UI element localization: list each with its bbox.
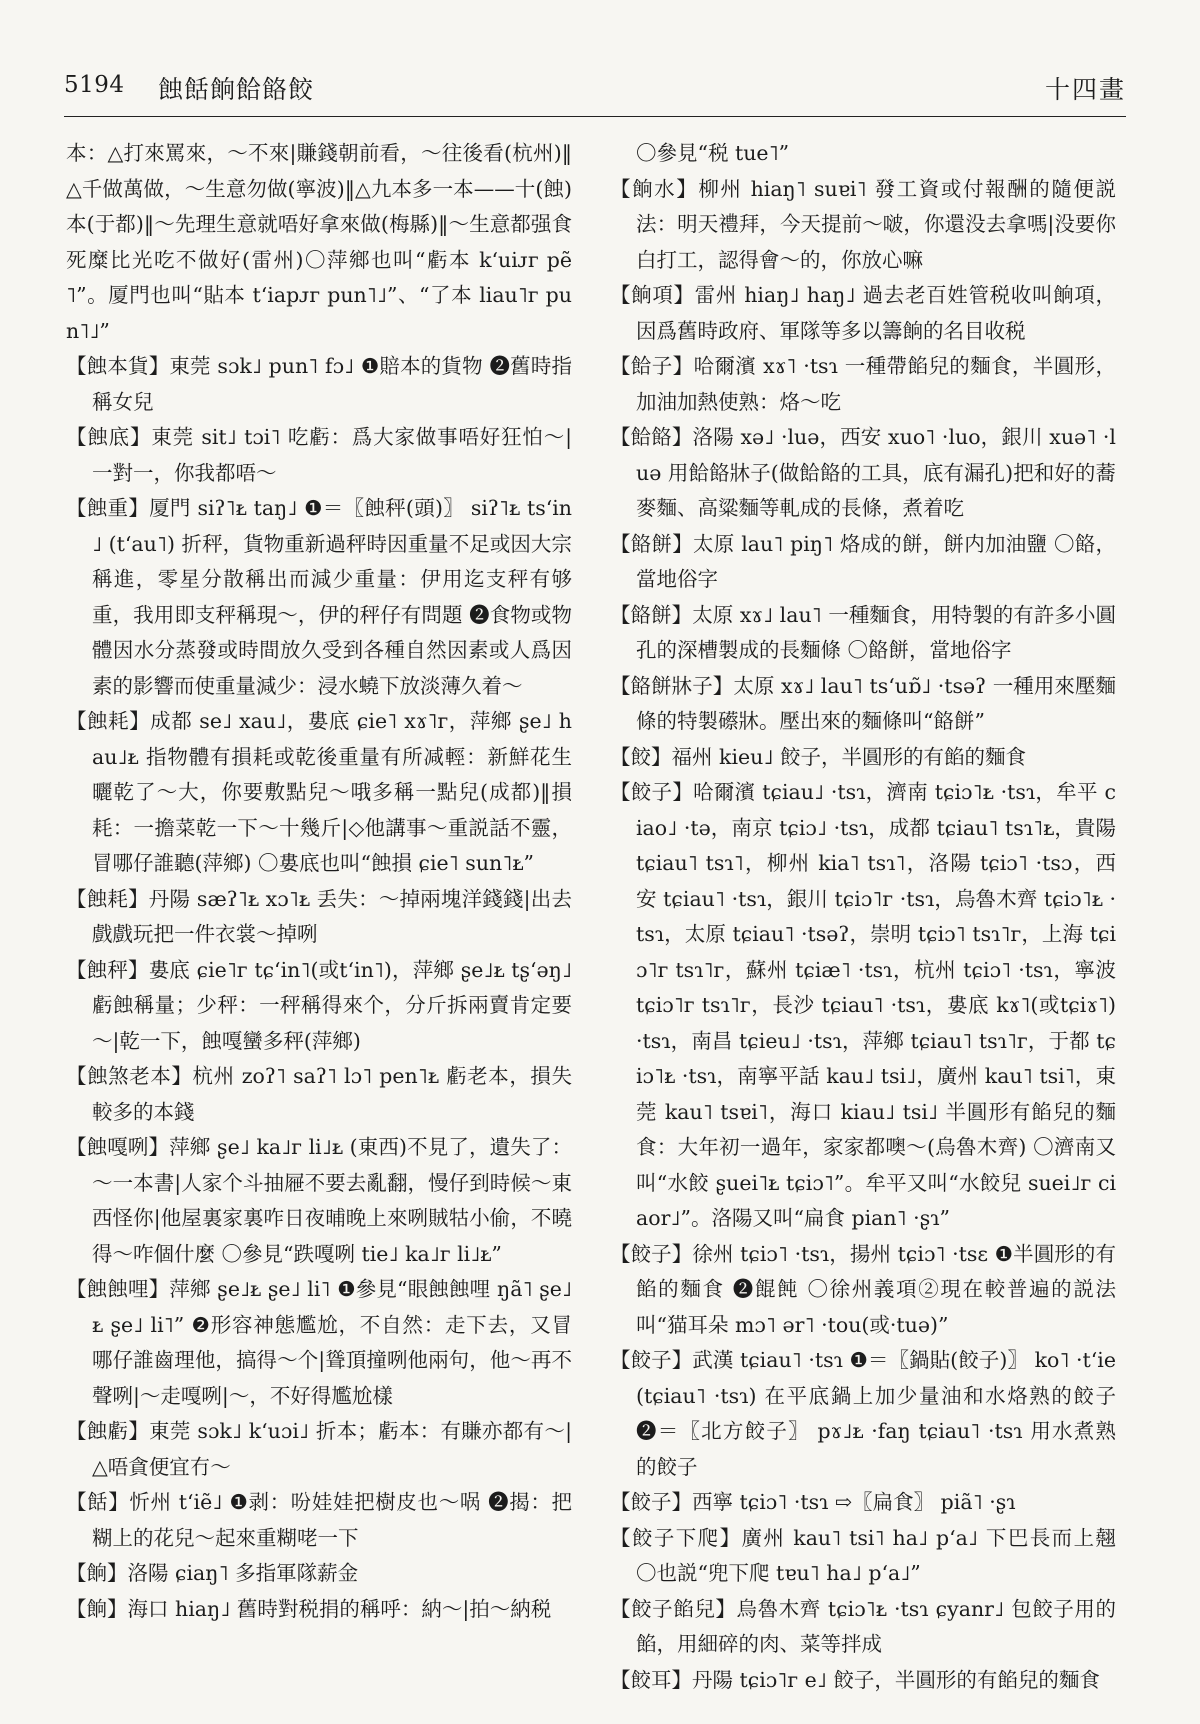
entry: 【餃子餡兒】烏魯木齊 tɕiɔ˥ᴌ ·tsɿ ɕyanr˩ 包餃子用的餡，用細碎的肉、菜等拌成 [610, 1596, 1116, 1656]
right-column [610, 136, 1116, 1698]
entry: 【餃子】西寧 tɕiɔ˥ ·tsɿ ⇨〖扁食〗 piã˥ ·ʂɿ [610, 1490, 1016, 1514]
entry: 【蝕煞老本】杭州 zoʔ˥ saʔ˥ lɔ˥ pen˥ᴌ 虧老本，損失較多的本錢 [66, 1064, 572, 1124]
entry: 【餄子】哈爾濱 xɤ˥ ·tsɿ 一種帶餡兒的麵食，半圓形，加油加熱使熟：烙～吃 [610, 354, 1116, 414]
entry: 【蝕蝕哩】萍鄉 ʂe˩ᴌ ʂe˩ li˥ ❶參見“眼蝕蝕哩 ŋã˥ ʂe˩ᴌ ʂe˩ li˥” ❷形容神態尷尬，不自然：走下去，又冒哪仔誰齒理他，搞得～个|聳頂撞咧他兩句，他～再不聲咧|～走嘎咧|～，不好得尷尬樣 [66, 1277, 572, 1408]
entry: 【餄餎】洛陽 xə˩ ·luə，西安 xuo˥ ·luo，銀川 xuə˥ ·luə 用餄餎牀子(做餄餎的工具，底有漏孔)把和好的蕎麥麵、高粱麵等軋成的長條，煮着吃 [610, 425, 1116, 520]
entry: 【餃】福州 kieu˩ 餃子，半圓形的有餡的麵食 [610, 744, 1026, 769]
entry: 【蝕底】東莞 sit˩ tɔi˥ 吃虧：爲大家做事唔好狂怕～|一對一，你我都唔～ [66, 425, 572, 485]
entry: 【餎餅】太原 xɤ˩ lau˥ 一種麵食，用特製的有許多小圓孔的深槽製成的長麵條 〇餎餅，當地俗字 [610, 602, 1116, 662]
entry: 【餃耳】丹陽 tɕiɔ˥ᴦ e˩ 餃子，半圓形的有餡兒的麵食 [610, 1667, 1100, 1692]
entry: 【餎餅牀子】太原 xɤ˩ lau˥ tsʻuɒ̃˩ ·tsəʔ 一種用來壓麵條的特製礤牀。壓出來的麵條叫“餎餅” [610, 673, 1116, 733]
entry: 【餉項】雷州 hiaŋ˩ haŋ˩ 過去老百姓管税收叫餉項，因爲舊時政府、軍隊等多以籌餉的名目收税 [610, 283, 1116, 343]
entry: 【蝕嘎咧】萍鄉 ʂe˩ ka˩ᴦ li˩ᴌ (東西)不見了，遺失了：～一本書|人家个斗抽屜不要去亂翻，慢仔到時候～東西怪你|他屋裏家裏咋日夜晡晚上來咧賊牯小偷，不曉得～咋個什麼 〇參見“跌嘎咧 tie˩ ka˩ᴦ li˩ᴌ” [66, 1135, 572, 1266]
entry: 【餃子】武漢 tɕiau˥ ·tsɿ ❶＝〖鍋貼(餃子)〗 ko˥ ·tʻie (tɕiau˥ ·tsɿ) 在平底鍋上加少量油和水烙熟的餃子 ❷＝〖北方餃子〗 pɤ˩ᴌ ·faŋ tɕiau˥ ·tsɿ 用水煮熟的餃子 [610, 1348, 1116, 1479]
entry: 【蝕虧】東莞 sɔk˩ kʻuɔi˩ 折本；虧本：有賺亦都有～|△唔貪便宜冇～ [66, 1419, 572, 1479]
entry: 【餃子】徐州 tɕiɔ˥ ·tsɿ，揚州 tɕiɔ˥ ·tsɛ ❶半圓形的有餡的麵食 ❷餛飩 〇徐州義項②現在較普遍的説法叫“猫耳朵 mɔ˥ ər˥ ·tou(或·tuə)” [610, 1241, 1116, 1337]
entry: 【餂】忻州 tʻiẽ˩ ❶剥：吩娃娃把樹皮也～㖞 ❷揭：把糊上的花兒～起來重糊咾一下 [66, 1490, 572, 1550]
stroke-count-label: 十四畫 [1044, 75, 1126, 104]
entry-continuation: 本：△打來罵來，～不來|賺錢朝前看，～往後看(杭州)‖△千做萬做，～生意勿做(寧波)‖△九本多一本——十(蝕)本(于都)‖～先理生意就唔好拿來做(梅縣)‖～生意都强食死糜比光吃不做好(雷州)〇萍鄉也叫“虧本 kʻuiᴊᴦ pẽ˥”。厦門也叫“貼本 tʻiapᴊᴦ pun˥˩”、“了本 liau˥ᴦ pun˥˩” [66, 141, 572, 343]
entry: 【餎餅】太原 lau˥ piŋ˥ 烙成的餅，餅内加油鹽 〇餎，當地俗字 [610, 531, 1116, 591]
entry: 【蝕重】厦門 siʔ˥ᴌ taŋ˩ ❶＝〖蝕秤(頭)〗 siʔ˥ᴌ tsʻin˩ (tʻau˥) 折秤，貨物重新過秤時因重量不足或因大宗稱進，零星分散稱出而減少重量：伊用迄支秤有够重，我用即支秤稱現～，伊的秤仔有問題 ❷食物或物體因水分蒸發或時間放久受到各種自然因素或人爲因素的影響而使重量減少：浸水蟯下放淡薄久着～ [66, 496, 572, 698]
entry: 【蝕耗】丹陽 sæʔ˥ᴌ xɔ˥ᴌ 丢失：～掉兩塊洋錢錢|出去戲戲玩把一件衣裳～掉咧 [66, 886, 572, 946]
entry: 【餉水】柳州 hiaŋ˥ suɐi˥ 發工資或付報酬的隨便説法：明天禮拜，今天提前～啵，你還没去拿嗎|没要你白打工，認得會～的，你放心嘛 [610, 176, 1116, 272]
entry: 【餉】洛陽 ɕiaŋ˥ 多指軍隊薪金 [66, 1561, 359, 1585]
entry-continuation: 〇參見“税 tue˥” [636, 141, 790, 165]
left-column [66, 136, 572, 1627]
entry: 【餃子】哈爾濱 tɕiau˩ ·tsɿ，濟南 tɕiɔ˥ᴌ ·tsɿ，牟平 ciao˩ ·tə，南京 tɕiɔ˩ ·tsɿ，成都 tɕiau˥ tsɿ˥ᴌ，貴陽 tɕiau˥ tsɿ˥，柳州 kia˥ tsɿ˥，洛陽 tɕiɔ˥ ·tsɔ，西安 tɕiau˥ ·tsɿ，銀川 tɕiɔ˥ᴦ ·tsɿ，烏魯木齊 tɕiɔ˥ᴌ ·tsɿ，太原 tɕiau˥ ·tsəʔ，崇明 tɕiɔ˥ tsɿ˥ᴦ，上海 tɕiɔ˥ᴦ tsɿ˥ᴦ，蘇州 tɕiæ˥ ·tsɿ，杭州 tɕiɔ˥ ·tsɿ，寧波 tɕiɔ˥ᴦ tsɿ˥ᴦ，長沙 tɕiau˥ ·tsɿ，婁底 kɤ˥(或tɕiɤ˥) ·tsɿ，南昌 tɕieu˩ ·tsɿ，萍鄉 tɕiau˥ tsɿ˥ᴦ，于都 tɕiɔ˥ᴌ ·tsɿ，南寧平話 kau˩ tsi˩，廣州 kau˥ tsi˥，東莞 kau˥ tsɐi˥，海口 kiau˩ tsi˩ 半圓形有餡兒的麵食：大年初一過年，家家都噢～(烏魯木齊) 〇濟南又叫“水餃 ʂuei˥ᴌ tɕiɔ˥”。牟平又叫“水餃兒 suei˩ᴦ ciaor˩”。洛陽又叫“扁食 pian˥ ·ʂɿ” [610, 780, 1116, 1230]
entry: 【餃子下爬】廣州 kau˥ tsi˥ ha˩ pʻa˩ 下巴長而上翹 〇也説“兜下爬 tɐu˥ ha˩ pʻa˩” [610, 1525, 1116, 1585]
entry: 【蝕本貨】東莞 sɔk˩ pun˥ fɔ˩ ❶賠本的貨物 ❷舊時指稱女兒 [66, 354, 572, 414]
entry: 【蝕耗】成都 se˩ xau˩，婁底 ɕie˥ xɤ˥ᴦ，萍鄉 ʂe˩ hau˩ᴌ 指物體有損耗或乾後重量有所减輕：新鮮花生曬乾了～大，你要敷點兒～哦多稱一點兒(成都)‖損耗：一擔菜乾一下～十幾斤|◇他講事～重説話不靈，冒哪仔誰聽(萍鄉) 〇婁底也叫“蝕損 ɕie˥ sun˥ᴌ” [66, 709, 572, 875]
page-number: 5194 [64, 72, 125, 98]
page-header [64, 70, 1126, 117]
entry: 【蝕秤】婁底 ɕie˥ᴦ tɕʻin˥(或tʻin˥)，萍鄉 ʂe˩ᴌ tʂʻəŋ˩ 虧蝕稱量；少秤：一秤稱得來个，分斤拆兩賣肯定要～|乾一下，蝕嘎蠻多秤(萍鄉) [66, 957, 572, 1053]
entry: 【餉】海口 hiaŋ˩ 舊時對税捐的稱呼：納～|拍～納税 [66, 1596, 552, 1621]
header-characters: 蝕餂餉餄餎餃 [158, 75, 315, 104]
